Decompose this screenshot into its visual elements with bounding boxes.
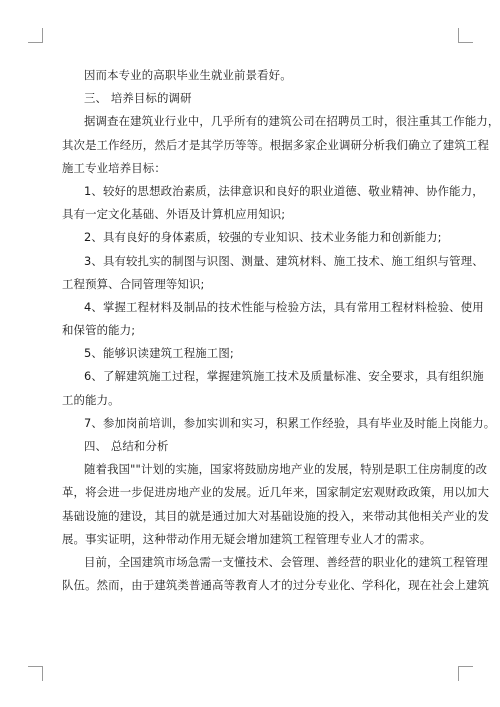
text-line: 4、掌握工程材料及制品的技术性能与检验方法，具有常用工程材料检验、使用 bbox=[84, 299, 484, 314]
document-body bbox=[62, 64, 500, 597]
text-line: 革，将会进一步促进房地产业的发展。近几年来，国家制定宏观财政政策，用以加大 bbox=[62, 485, 490, 500]
text-line: 队伍。然而，由于建筑类普通高等教育人才的过分专业化、学科化，现在社会上建筑 bbox=[62, 578, 490, 593]
text-line: 目前，全国建筑市场急需一支懂技术、会管理、善经营的职业化的建筑工程管理 bbox=[84, 554, 488, 569]
text-line: 具有一定文化基础、外语及计算机应用知识; bbox=[62, 207, 286, 222]
text-line: 因而本专业的高职毕业生就业前景看好。 bbox=[84, 68, 292, 82]
text-line: 工程预算、合同管理等知识; bbox=[62, 276, 205, 291]
text-line: 7、参加岗前培训，参加实训和实习，积累工作经验，具有毕业及时能上岗能力。 bbox=[84, 415, 496, 430]
crop-mark-bottom-right bbox=[458, 666, 473, 681]
text-line: 2、具有良好的身体素质，较强的专业知识、技术业务能力和创新能力; bbox=[84, 230, 442, 245]
text-line: 6、了解建筑施工过程，掌握建筑施工技术及质量标准、安全要求，具有组织施 bbox=[84, 369, 484, 384]
text-line: 展。事实证明，这种带动作用无疑会增加建筑工程管理专业人才的需求。 bbox=[62, 531, 432, 546]
text-line: 其次是工作经历，然后才是其学历等等。根据多家企业调研分析我们确立了建筑工程 bbox=[62, 137, 490, 152]
text-line: 和保管的能力; bbox=[62, 323, 136, 338]
text-line: 1、较好的思想政治素质，法律意识和良好的职业道德、敬业精神、协作能力， bbox=[84, 183, 484, 198]
text-line: 工的能力。 bbox=[62, 392, 120, 407]
text-line: 随着我国""计划的实施，国家将鼓励房地产业的发展，特别是职工住房制度的改 bbox=[84, 462, 488, 477]
text-line: 四、 总结和分析 bbox=[84, 439, 169, 453]
crop-mark-top-right bbox=[458, 28, 473, 43]
text-line: 施工专业培养目标： bbox=[62, 160, 166, 175]
text-line: 基础设施的建设，其目的就是通过加大对基础设施的投入，来带动其他相关产业的发 bbox=[62, 508, 490, 523]
text-line: 3、具有较扎实的制图与识图、测量、建筑材料、施工技术、施工组织与管理、 bbox=[84, 253, 484, 268]
crop-mark-bottom-left bbox=[28, 666, 43, 681]
text-line: 5、能够识读建筑工程施工图; bbox=[84, 346, 234, 361]
text-line: 据调查在建筑业行业中，几乎所有的建筑公司在招聘员工时，很注重其工作能力， bbox=[84, 114, 500, 129]
crop-mark-top-left bbox=[28, 28, 43, 43]
text-line: 三、 培养目标的调研 bbox=[84, 91, 192, 106]
